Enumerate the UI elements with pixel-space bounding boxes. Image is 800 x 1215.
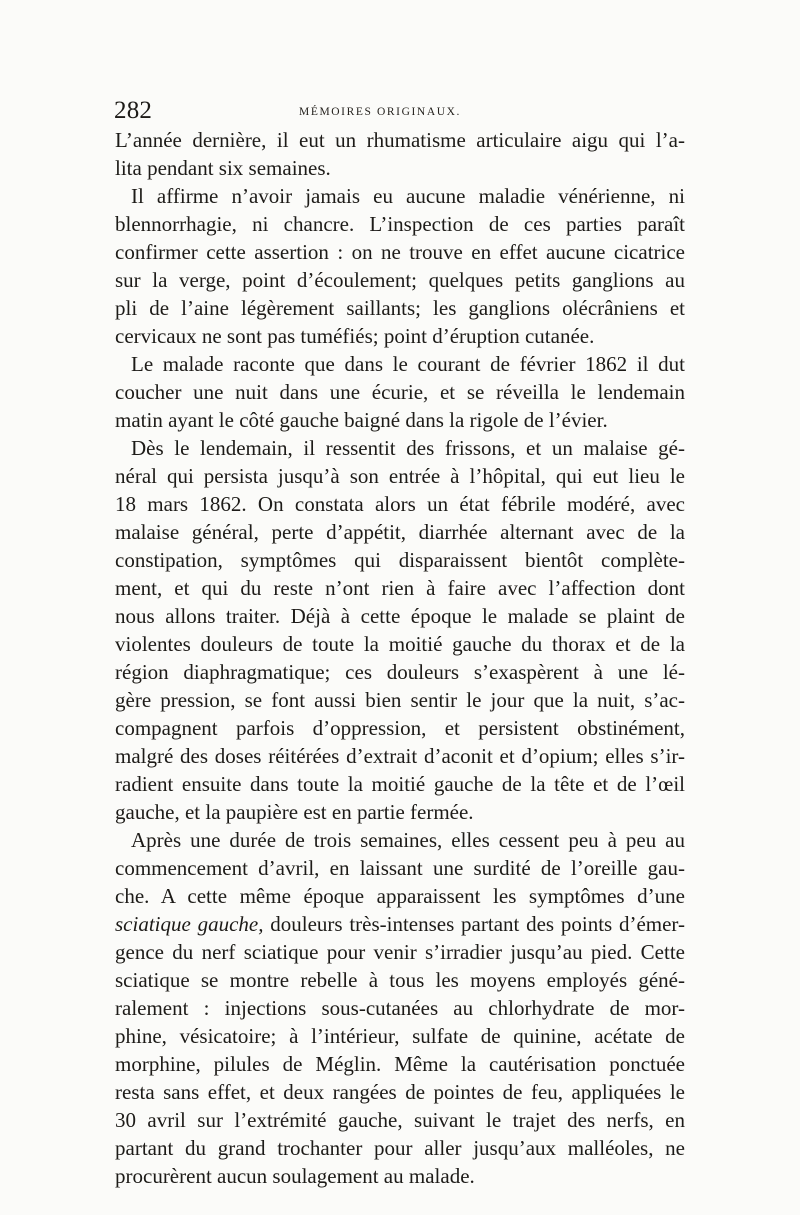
text-line — [115, 910, 685, 938]
text-line: région diaphragmatique; ces douleurs s’exaspèrent à une lé- — [115, 660, 685, 684]
text-line: procurèrent aucun soulagement au malade. — [115, 1164, 475, 1188]
text-line: morphine, pilules de Méglin. Même la cautérisation ponctuée — [115, 1052, 685, 1076]
text-line: commencement d’avril, en laissant une surdité de l’oreille gau- — [115, 856, 685, 880]
text-line: ralement : injections sous-cutanées au chlorhydrate de mor- — [115, 996, 685, 1020]
text-line: gence du nerf sciatique pour venir s’irradier jusqu’au pied. Cette — [115, 940, 685, 964]
text-line: nous allons traiter. Déjà à cette époque le malade se plaint de — [115, 604, 685, 628]
text-line: Le malade raconte que dans le courant de février 1862 il dut — [131, 352, 685, 376]
text-line: sur la verge, point d’écoulement; quelques petits ganglions au — [115, 268, 685, 292]
text-line: coucher une nuit dans une écurie, et se réveilla le lendemain — [115, 380, 685, 404]
text-line: néral qui persista jusqu’à son entrée à l’hôpital, qui eut lieu le — [115, 464, 685, 488]
text-line: 18 mars 1862. On constata alors un état fébrile modéré, avec — [115, 492, 685, 516]
text-line: lita pendant six semaines. — [115, 156, 331, 180]
text-line: sciatique se montre rebelle à tous les moyens employés géné- — [115, 968, 685, 992]
body-text — [115, 126, 685, 1190]
show-through-text — [568, 1124, 718, 1148]
italic-term: sciatique gauche, — [115, 912, 264, 936]
page-header — [114, 96, 688, 130]
text-line: che. A cette même époque apparaissent les symptômes d’une — [115, 884, 685, 908]
text-line: partant du grand trochanter pour aller jusqu’aux malléoles, ne — [115, 1136, 685, 1160]
text-line: blennorrhagie, ni chancre. L’inspection de ces parties paraît — [115, 212, 685, 236]
text-line: resta sans effet, et deux rangées de pointes de feu, appliquées le — [115, 1080, 685, 1104]
text-line: ment, et qui du reste n’ont rien à faire avec l’affection dont — [115, 576, 685, 600]
text-line: compagnent parfois d’oppression, et persistent obstinément, — [115, 716, 685, 740]
text-line: malgré des doses réitérées d’extrait d’aconit et d’opium; elles s’ir- — [115, 744, 685, 768]
page-number: 282 — [114, 97, 153, 124]
text-line: cervicaux ne sont pas tuméfiés; point d’éruption cutanée. — [115, 324, 595, 348]
text-line: violentes douleurs de toute la moitié gauche du thorax et de la — [115, 632, 685, 656]
line-text: douleurs très-intenses partant des points d’émer- — [270, 912, 685, 936]
text-line: phine, vésicatoire; à l’intérieur, sulfate de quinine, acétate de — [115, 1024, 685, 1048]
text-line: Dès le lendemain, il ressentit des frissons, et un malaise gé- — [131, 436, 685, 460]
text-line: gauche, et la paupière est en partie fermée. — [115, 800, 474, 824]
text-line: L’année dernière, il eut un rhumatisme articulaire aigu qui l’a- — [115, 128, 685, 152]
running-title: MÉMOIRES ORIGINAUX. — [299, 106, 462, 118]
text-line: Après une durée de trois semaines, elles cessent peu à peu au — [131, 828, 685, 852]
text-line: matin ayant le côté gauche baigné dans la rigole de l’évier. — [115, 408, 608, 432]
text-line: pli de l’aine légèrement saillants; les ganglions olécrâniens et — [115, 296, 685, 320]
text-line: confirmer cette assertion : on ne trouve en effet aucune cicatrice — [115, 240, 685, 264]
text-line: Il affirme n’avoir jamais eu aucune maladie vénérienne, ni — [131, 184, 685, 208]
text-line: malaise général, perte d’appétit, diarrhée alternant avec de la — [115, 520, 685, 544]
text-line: gère pression, se font aussi bien sentir le jour que la nuit, s’ac- — [115, 688, 685, 712]
text-line: 30 avril sur l’extrémité gauche, suivant le trajet des nerfs, en — [115, 1108, 685, 1132]
text-line: radient ensuite dans toute la moitié gauche de la tête et de l’œil — [115, 772, 685, 796]
text-line: constipation, symptômes qui disparaissent bientôt complète- — [115, 548, 685, 572]
